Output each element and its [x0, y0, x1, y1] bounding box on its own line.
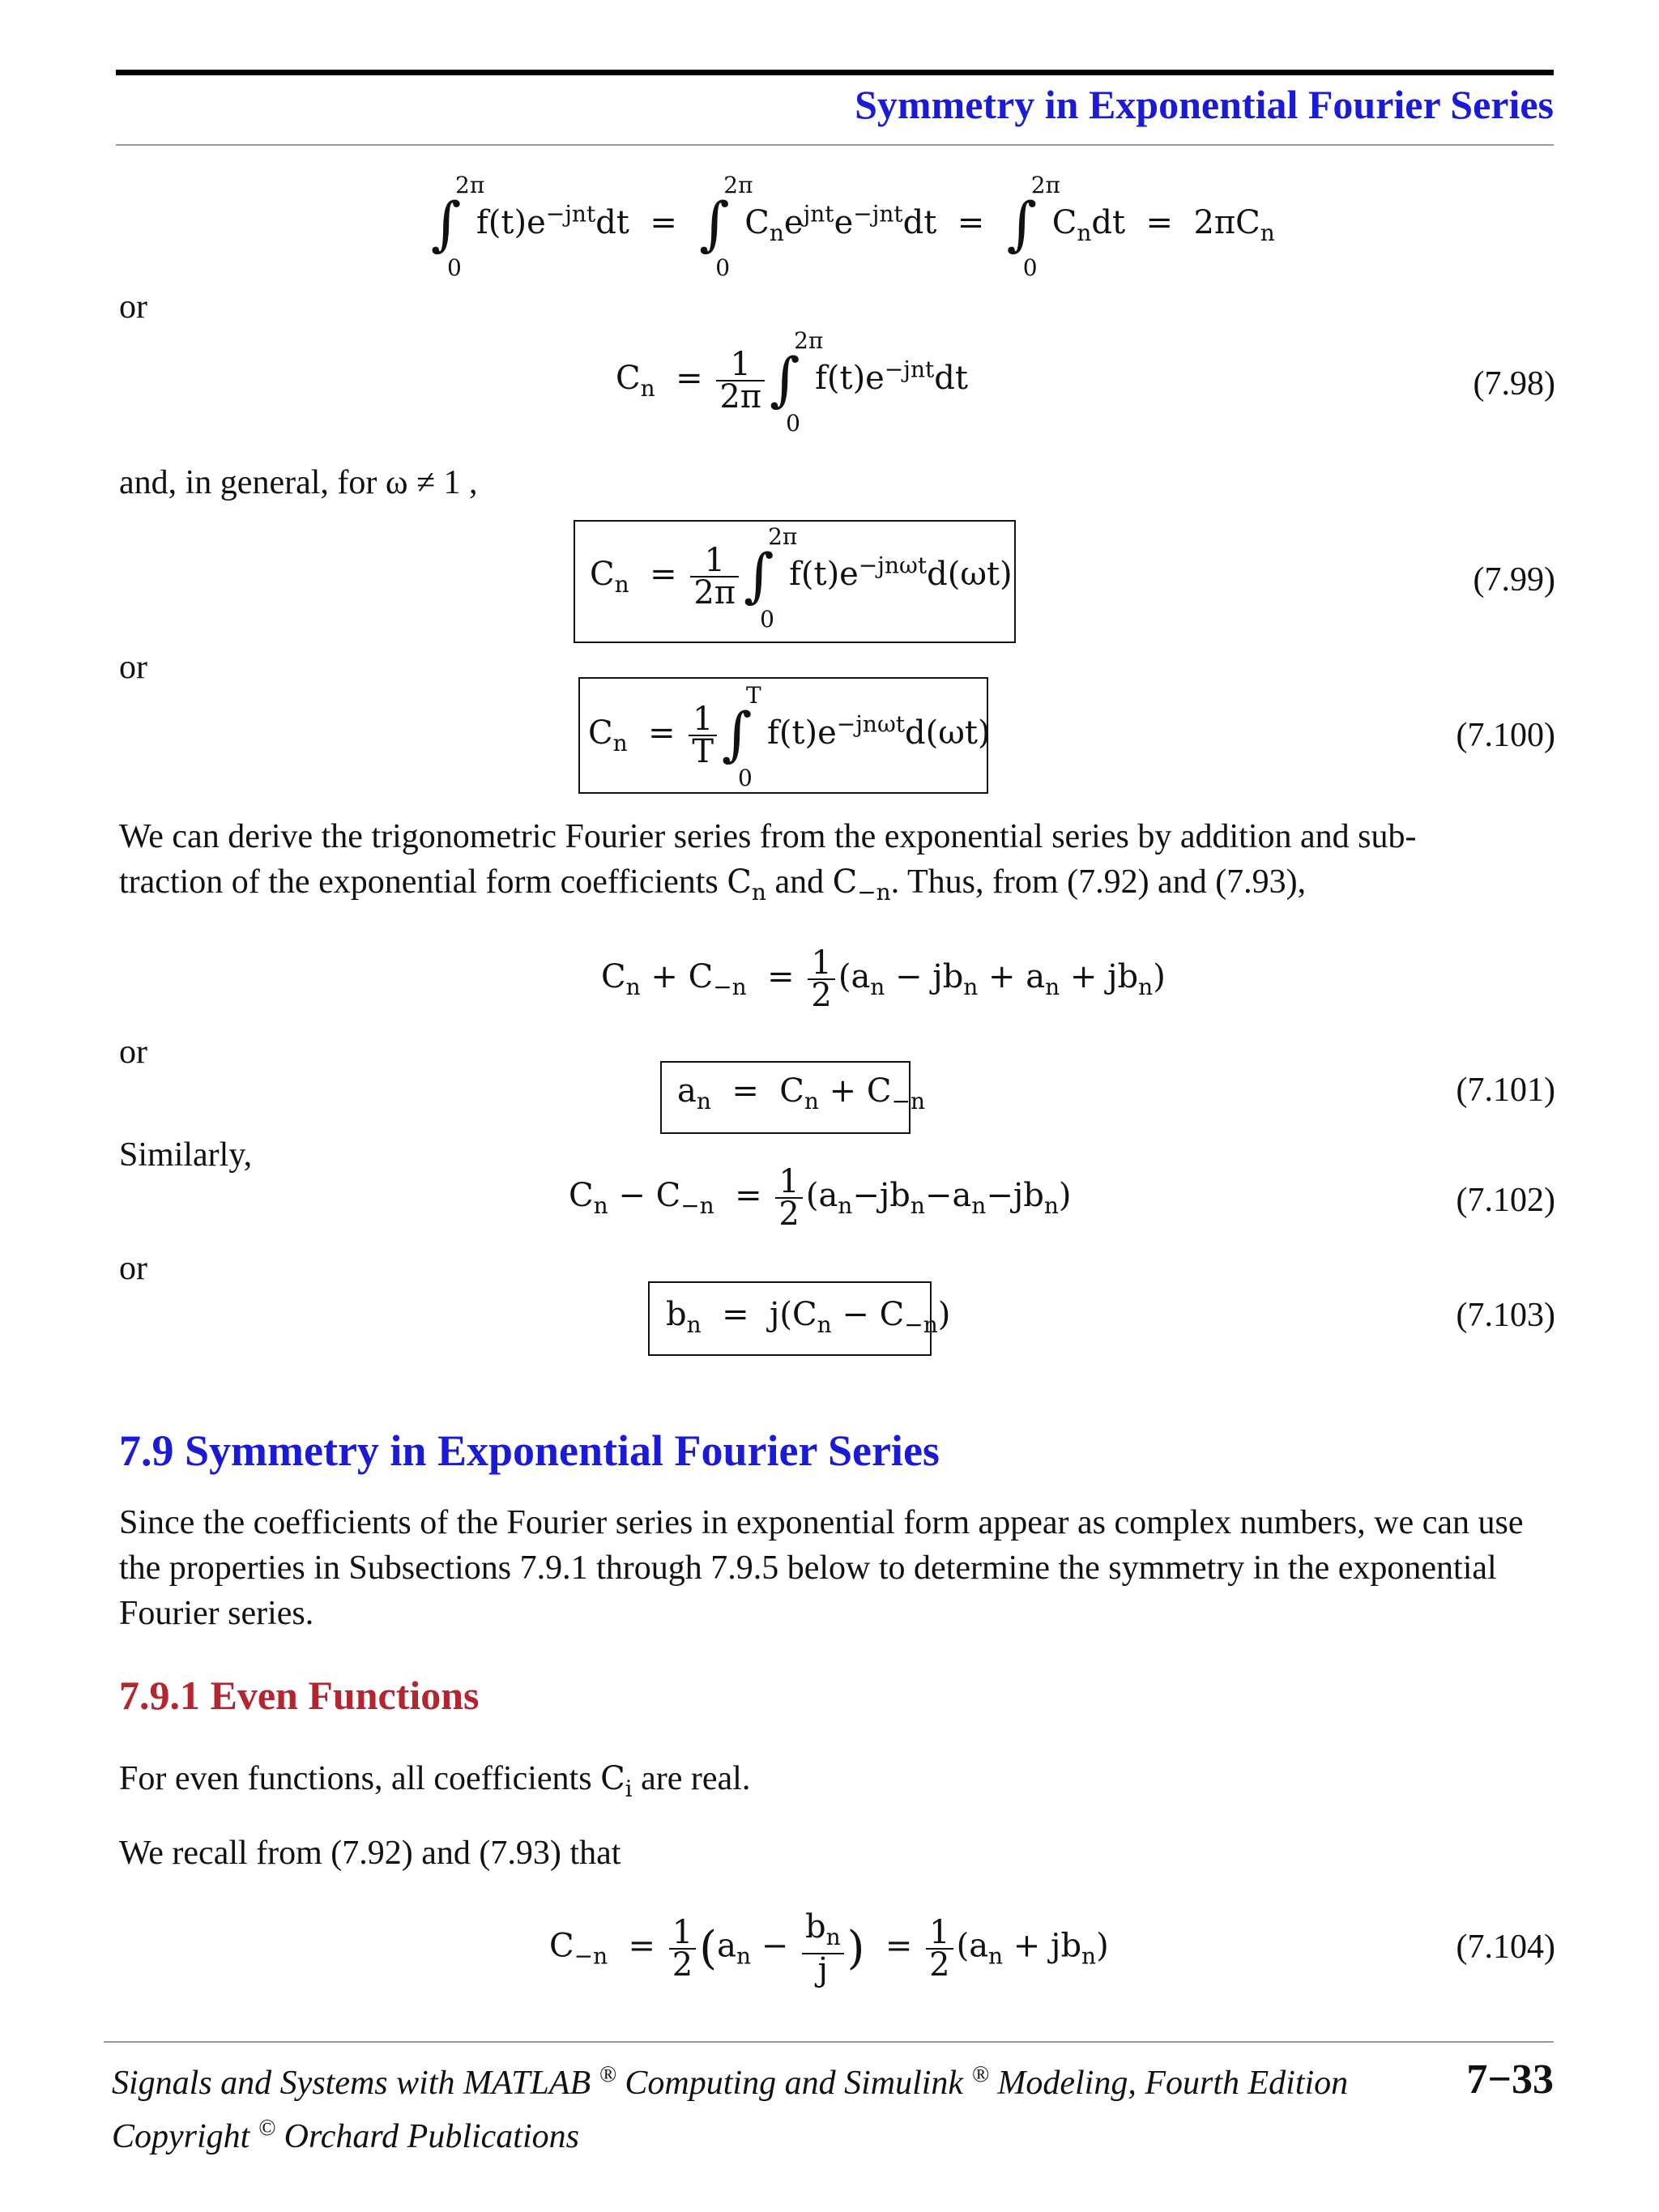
footer-line-1	[112, 2062, 1348, 2103]
equation-7-100: $C_n$ = $\frac{1}{T}$ ∫ T 0 $f(t)e^{-jn\omega t}d(\omega t)$	[588, 682, 991, 791]
registered-mark-1: ®	[599, 2062, 616, 2087]
derive-line2-part-b: and	[774, 863, 825, 901]
equation-7-98: $C_n$ = $\frac{1}{2\pi}$ ∫ 2π 0 $f(t)e^{-jnt}dt$	[616, 327, 968, 437]
paragraph-derive	[119, 814, 1553, 915]
footer-line-2	[112, 2116, 579, 2156]
equation-7-104: $C_{-n}$ = $\frac{1}{2}$ ($a_n$ − $\frac{b_n}{j}$ ) = $\frac{1}{2}$ $(a_n + jb_n)$	[549, 1908, 1109, 1988]
section-title: 7.9 Symmetry in Exponential Fourier Series	[119, 1426, 940, 1475]
equation-number-7-101: (7.101)	[1456, 1072, 1555, 1109]
equation-number-7-103: (7.103)	[1456, 1297, 1555, 1334]
text-even-functions: For even functions, all coefficients $C_i$ are real.	[119, 1760, 751, 1802]
text-recall: We recall from (7.92) and (7.93) that	[119, 1835, 621, 1872]
text-or-2: or	[119, 649, 147, 686]
equation-7-102: $C_n - C_{-n}$ = $\frac{1}{2}$ $(a_n-jb_n-a_n-jb_n)$	[569, 1163, 1072, 1233]
footer-copyright: Copyright	[112, 2118, 250, 2155]
footer-book-title-a: Signals and Systems with MATLAB	[112, 2065, 591, 2102]
derive-line2-part-c: . Thus, from (7.92) and (7.93),	[890, 863, 1307, 901]
registered-mark-2: ®	[971, 2062, 989, 2087]
text-or-3: or	[119, 1034, 147, 1071]
footer-book-title-c: Modeling, Fourth Edition	[997, 2065, 1349, 2102]
equation-number-7-98: (7.98)	[1473, 365, 1555, 403]
page-number: 7−33	[1466, 2056, 1554, 2103]
running-head: Symmetry in Exponential Fourier Series	[855, 82, 1554, 127]
equation-integral-identity: ∫ 2π 0 $f(t)e^{-jnt}dt$ = ∫ 2π 0 $C_ne^{jnt}e^{-jnt}dt$ = ∫ 2π 0 $C_ndt = 2\pi C_n$	[431, 172, 1275, 281]
even-line-part-a: For even functions, all coefficients	[119, 1760, 592, 1797]
text-in-general: and, in general, for ω ≠ 1 ,	[119, 464, 478, 501]
footer-book-title-b: Computing and Simulink	[625, 2065, 964, 2102]
text-similarly: Similarly,	[119, 1136, 253, 1174]
header-rule	[116, 144, 1554, 146]
even-line-part-b: are real.	[641, 1760, 751, 1797]
footer-publisher: Orchard Publications	[284, 2118, 579, 2155]
section-paragraph: Since the coefficients of the Fourier series in exponential form appear as complex numbers, we can use the properties in Subsections 7.9.1 through 7.9.5 below to determine the symmetry in the exponential Fourier series.	[119, 1504, 1524, 1632]
equation-number-7-104: (7.104)	[1456, 1929, 1555, 1966]
equation-7-101: $a_n = C_n + C_{-n}$	[677, 1072, 925, 1115]
equation-number-7-100: (7.100)	[1456, 717, 1555, 754]
text-or-1: or	[119, 288, 147, 326]
top-rule	[116, 70, 1554, 75]
equation-number-7-99: (7.99)	[1473, 561, 1555, 599]
equation-7-99: $C_n$ = $\frac{1}{2\pi}$ ∫ 2π 0 $f(t)e^{-jn\omega t}d(\omega t)$	[590, 523, 1013, 633]
paragraph-derive-line-2: traction of the exponential form coefficients $C_n$ and $C_{-n}$. Thus, from (7.92) and (7.93),	[119, 863, 1307, 906]
text-or-4: or	[119, 1250, 147, 1287]
equation-7-103: $b_n = j(C_n - C_{-n})$	[666, 1296, 951, 1338]
derive-line2-part-a: traction of the exponential form coefficients	[119, 863, 719, 901]
equation-sum: $C_n + C_{-n}$ = $\frac{1}{2}$ $(a_n - jb_n + a_n + jb_n)$	[601, 944, 1166, 1014]
footer-rule	[104, 2041, 1554, 2043]
copyright-mark: ©	[258, 2116, 276, 2141]
equation-number-7-102: (7.102)	[1456, 1182, 1555, 1219]
paragraph-derive-line-1: We can derive the trigonometric Fourier series from the exponential series by addition and sub-	[119, 818, 1417, 855]
subsection-title: 7.9.1 Even Functions	[119, 1673, 480, 1718]
